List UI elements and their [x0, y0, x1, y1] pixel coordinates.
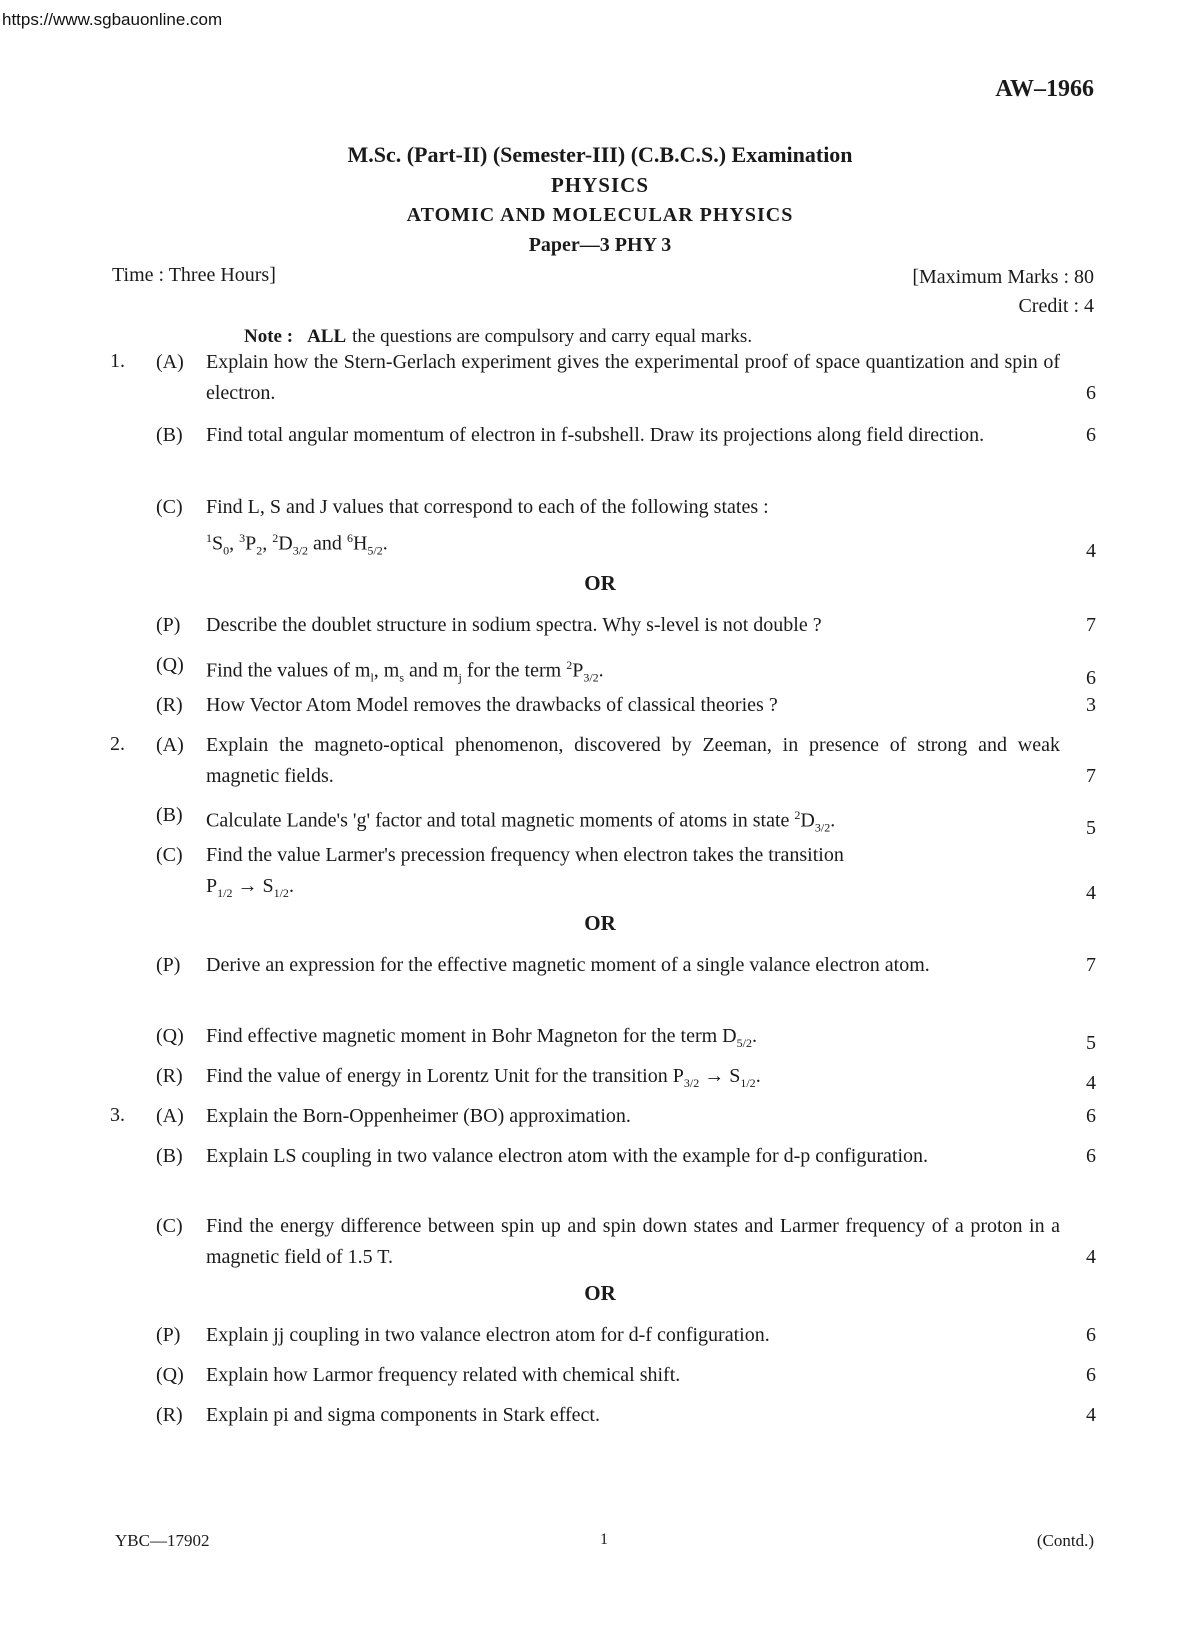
item-marks: 4 [1086, 1072, 1096, 1094]
item-text: Explain the magneto-optical phenomenon, discovered by Zeeman, in presence of strong and weak magnetic fields. [206, 734, 1060, 787]
question-number: 3. [110, 1104, 125, 1126]
question-item [156, 492, 1096, 567]
question-item [156, 690, 1096, 721]
or-separator: OR [584, 1281, 616, 1305]
footer-code: YBC—17902 [115, 1531, 210, 1550]
item-text: Explain jj coupling in two valance electron atom for d-f configuration. [206, 1324, 770, 1346]
question-number: 1. [110, 350, 125, 372]
question-item [156, 1320, 1096, 1351]
item-text: Find total angular momentum of electron in f-subshell. Draw its projections along field direction. [206, 424, 985, 446]
question-item [156, 1400, 1096, 1431]
item-label: (Q) [156, 1364, 184, 1386]
note-label: Note : [244, 326, 294, 347]
item-marks: 6 [1086, 1364, 1096, 1386]
question-item [156, 1211, 1096, 1273]
item-text: Find effective magnetic moment in Bohr Magneton for the term $D_{5/2}$. [206, 1025, 757, 1050]
source-url: https://www.sgbauonline.com [2, 10, 223, 29]
item-text: Explain pi and sigma components in Stark effect. [206, 1404, 600, 1426]
instructions-note [244, 326, 752, 348]
question-item [156, 800, 1096, 844]
continued-note: (Contd.) [1036, 1531, 1094, 1550]
note-text: the questions are compulsory and carry equal marks. [352, 326, 753, 347]
item-marks: 6 [1086, 382, 1096, 404]
item-term-list: $^1S_0$, $^3P_2$, $^2D_{3/2}$ and $^6H_{5/2}$. [206, 531, 388, 558]
subject-title: PHYSICS [550, 173, 650, 197]
item-label: (Q) [156, 1025, 184, 1047]
or-separator: OR [584, 571, 616, 595]
item-label: (R) [156, 1404, 183, 1426]
item-marks: 5 [1086, 1032, 1096, 1054]
item-marks: 7 [1086, 614, 1096, 636]
item-marks: 4 [1086, 882, 1096, 904]
item-transition: $P_{1/2} \to S_{1/2}$. [206, 875, 294, 900]
item-text: Explain the Born-Oppenheimer (BO) approximation. [206, 1105, 631, 1127]
question-item [156, 950, 1096, 981]
question-item [156, 420, 1096, 451]
item-label: (B) [156, 804, 183, 826]
item-marks: 6 [1086, 1145, 1096, 1167]
item-label: (R) [156, 1065, 183, 1087]
question-item [156, 650, 1096, 694]
item-text: Find the values of $m_l$, $m_s$ and $m_j$ for the term $^2P_{3/2}$. [206, 658, 604, 685]
item-text: Derive an expression for the effective magnetic moment of a single valance electron atom. [206, 954, 930, 976]
question-item [156, 730, 1096, 792]
credit: Credit : 4 [1018, 295, 1094, 317]
item-label: (A) [156, 1105, 184, 1127]
exam-title: M.Sc. (Part-II) (Semester-III) (C.B.C.S.) Examination [347, 142, 853, 167]
question-item [156, 1141, 1096, 1172]
note-all: ALL [307, 326, 347, 347]
item-marks: 6 [1086, 666, 1096, 689]
item-label: (C) [156, 496, 183, 518]
item-marks: 3 [1086, 694, 1096, 716]
question-item [156, 1021, 1096, 1059]
item-text: Find the value of energy in Lorentz Unit for the transition $P_{3/2} \to S_{1/2}$. [206, 1065, 761, 1090]
paper-title: ATOMIC AND MOLECULAR PHYSICS [406, 204, 794, 226]
item-text: Find the energy difference between spin up and spin down states and Larmer frequency of a proton in a magnetic field of 1.5 T. [206, 1215, 1060, 1268]
item-marks: 4 [1086, 1404, 1096, 1426]
maximum-marks: [Maximum Marks : 80 [912, 266, 1094, 288]
item-marks: 7 [1086, 765, 1096, 787]
item-text: Explain how the Stern-Gerlach experiment gives the experimental proof of space quantization and spin of electron. [206, 351, 1060, 404]
question-item [156, 347, 1096, 409]
item-label: (Q) [156, 654, 184, 676]
question-item [156, 610, 1096, 641]
question-item [156, 1061, 1096, 1099]
item-text: Calculate Lande's 'g' factor and total magnetic moments of atoms in state $^2D_{3/2}$. [206, 808, 836, 835]
item-label: (P) [156, 1324, 181, 1346]
item-text: Explain how Larmor frequency related with chemical shift. [206, 1364, 681, 1386]
paper-code: AW–1966 [995, 76, 1094, 102]
paper-number: Paper—3 PHY 3 [528, 234, 672, 256]
item-label: (A) [156, 734, 184, 756]
question-item [156, 1101, 1096, 1132]
item-text: Find L, S and J values that correspond to each of the following states : [206, 496, 769, 518]
item-text: Find the value Larmer's precession frequency when electron takes the transition [206, 844, 844, 866]
or-separator: OR [584, 911, 616, 935]
item-label: (R) [156, 694, 183, 716]
item-text: How Vector Atom Model removes the drawbacks of classical theories ? [206, 694, 778, 716]
item-text: Explain LS coupling in two valance electron atom with the example for d-p configuration. [206, 1145, 929, 1167]
item-label: (P) [156, 954, 181, 976]
item-label: (B) [156, 424, 183, 446]
item-marks: 6 [1086, 1324, 1096, 1346]
item-marks: 5 [1086, 816, 1096, 839]
item-marks: 6 [1086, 424, 1096, 446]
question-number: 2. [110, 733, 125, 755]
item-label: (C) [156, 844, 183, 866]
item-label: (A) [156, 351, 184, 373]
question-item [156, 1360, 1096, 1391]
item-label: (P) [156, 614, 181, 636]
item-marks: 4 [1086, 539, 1096, 562]
question-item [156, 840, 1096, 909]
item-label: (B) [156, 1145, 183, 1167]
item-marks: 7 [1086, 954, 1096, 976]
item-marks: 6 [1086, 1105, 1096, 1127]
item-label: (C) [156, 1215, 183, 1237]
item-text: Describe the doublet structure in sodium spectra. Why s-level is not double ? [206, 614, 822, 636]
page-number: 1 [600, 1531, 608, 1548]
time-allowed: Time : Three Hours] [112, 264, 276, 286]
item-marks: 4 [1086, 1246, 1096, 1268]
